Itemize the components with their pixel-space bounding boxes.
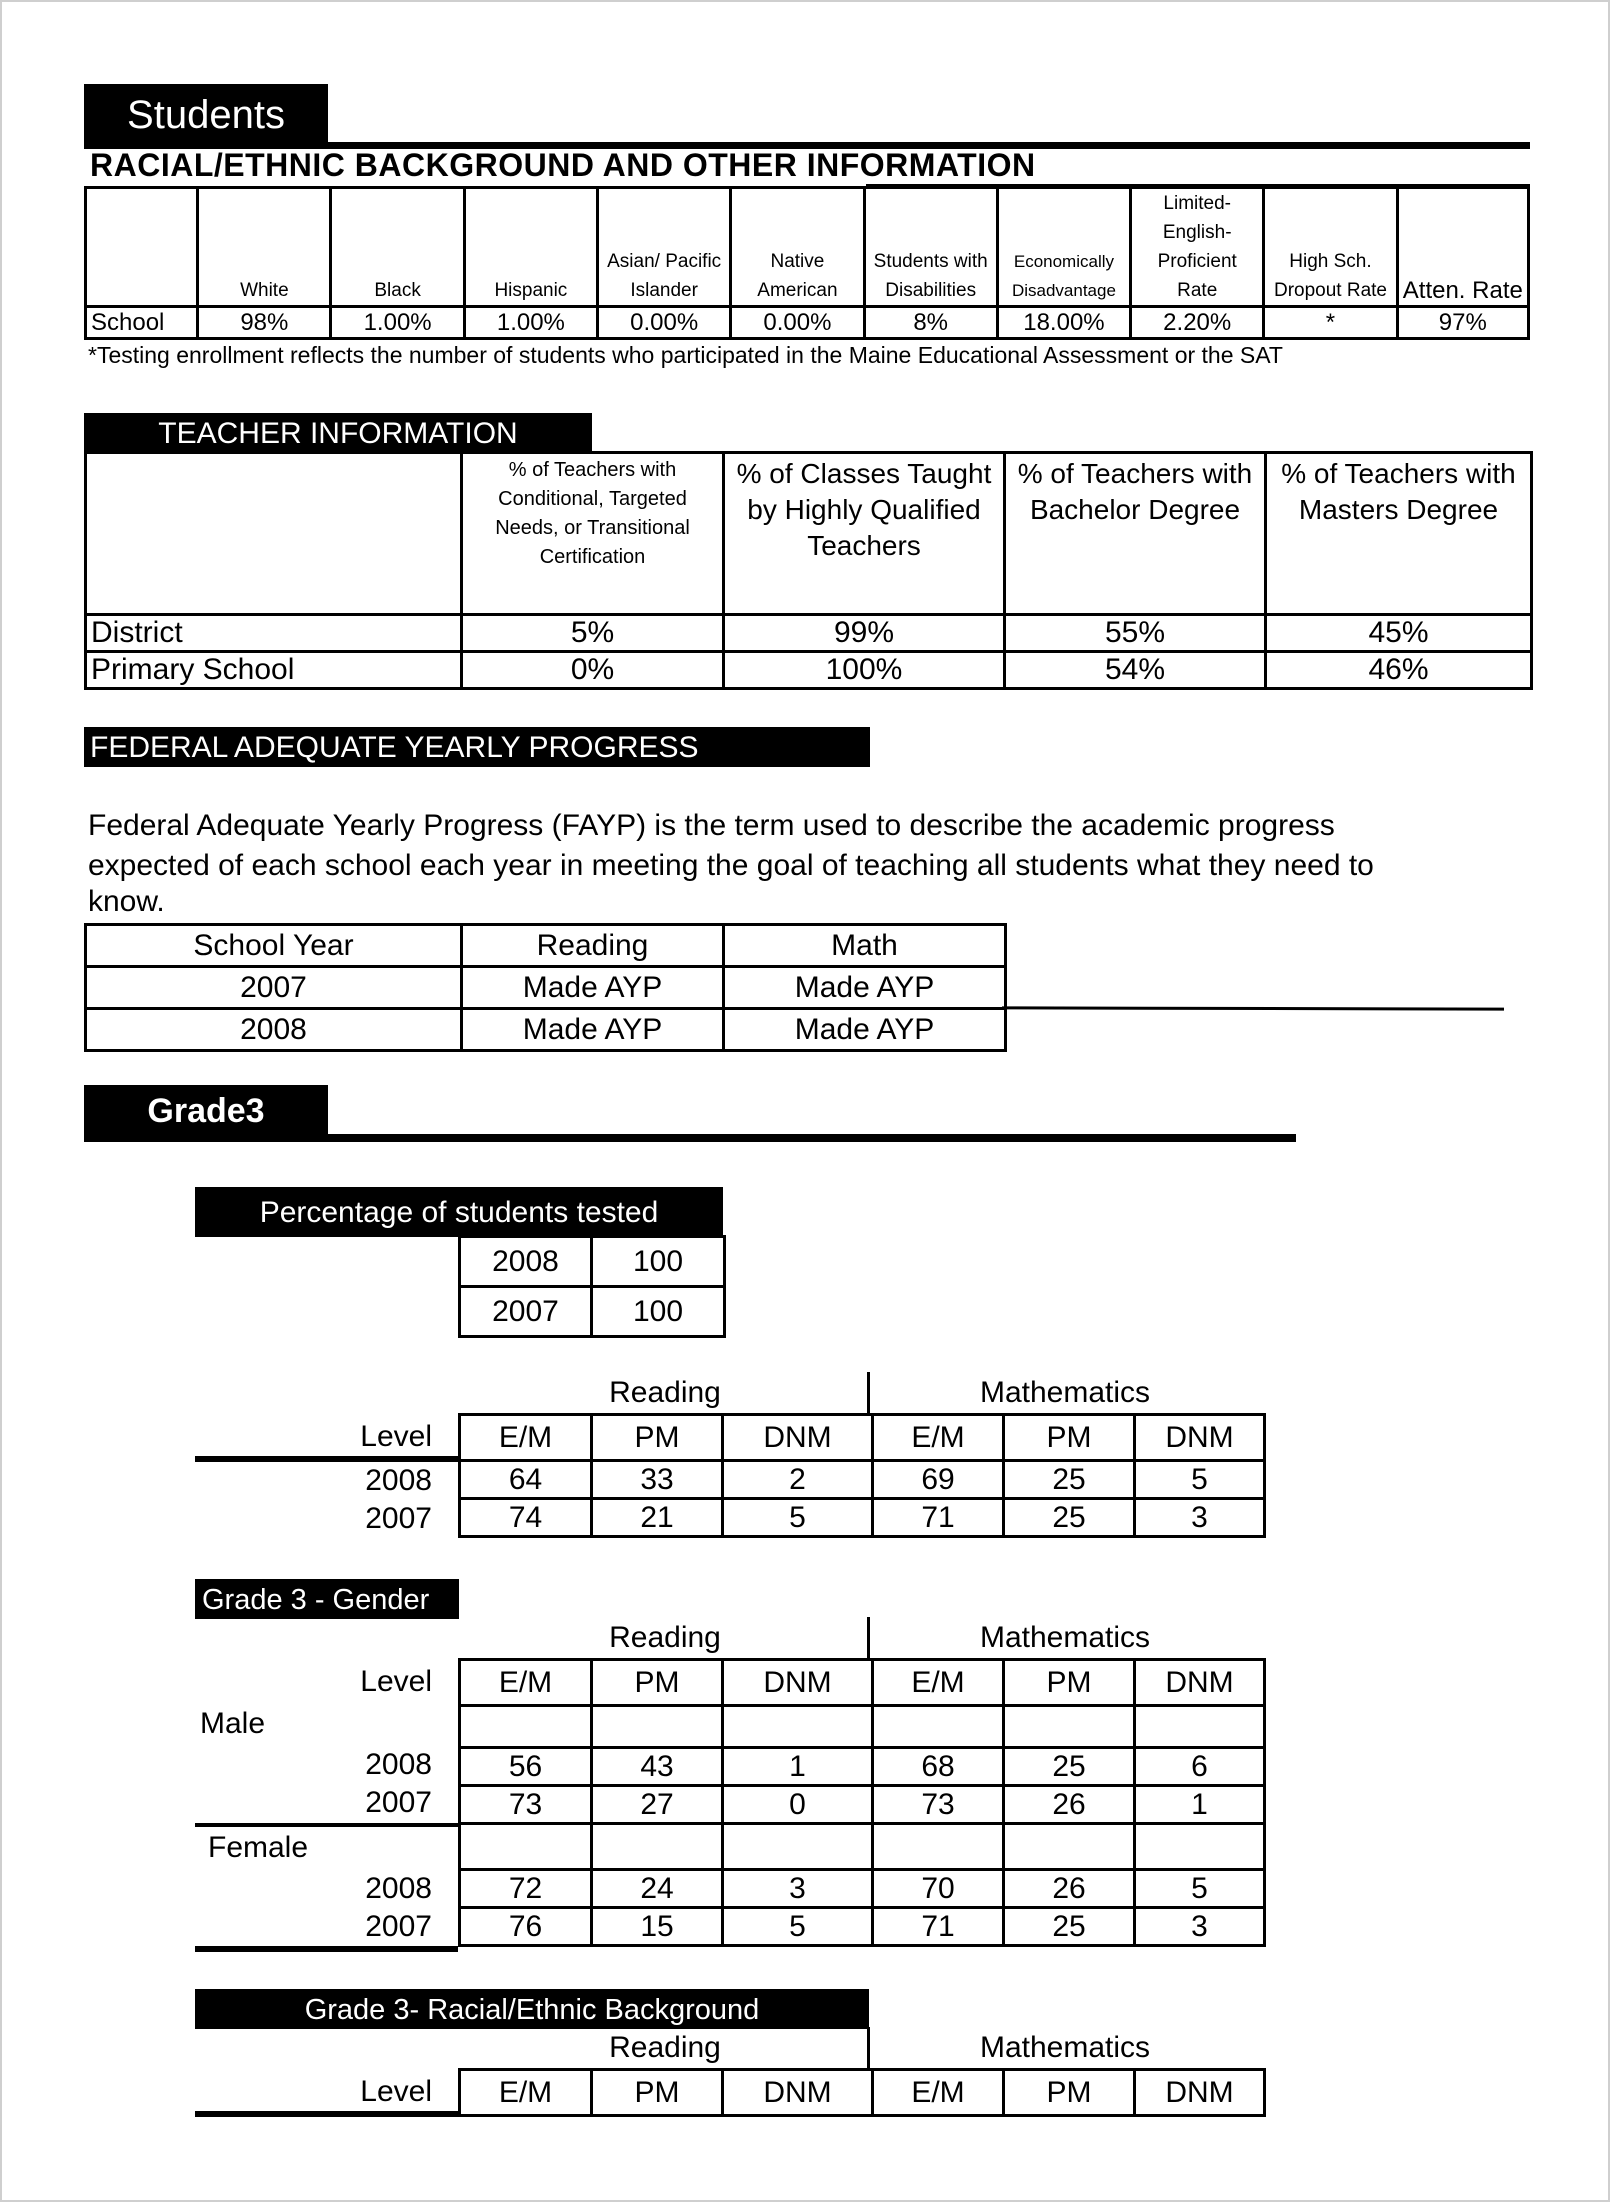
overall-year: 2008	[365, 1464, 432, 1497]
fayp-year: 2007	[86, 967, 462, 1009]
level-pm: PM	[1004, 1660, 1135, 1706]
tested-year: 2007	[460, 1287, 592, 1337]
cell-hispanic: 1.00%	[464, 307, 597, 339]
tested-value: 100	[592, 1287, 725, 1337]
overall-subject-divider	[867, 1372, 870, 1414]
col-bachelor: % of Teachers with Bachelor Degree	[1005, 453, 1266, 615]
gender-year: 2008	[365, 1748, 432, 1781]
level-pm: PM	[1004, 1415, 1135, 1461]
level-dnm: DNM	[723, 2070, 873, 2116]
fayp-description-line: Federal Adequate Yearly Progress (FAYP) is the term used to describe the academic progress	[88, 809, 1335, 842]
table-row	[460, 1287, 725, 1337]
table-row	[460, 1461, 1265, 1499]
value-cell: 24	[592, 1870, 723, 1908]
racial-level-label: Level	[360, 2075, 432, 2108]
value-cell: 43	[592, 1748, 723, 1786]
level-dnm: DNM	[1135, 1415, 1265, 1461]
level-pm: PM	[592, 1415, 723, 1461]
gender-bottom-rule	[195, 1946, 458, 1952]
students-table	[84, 186, 1530, 340]
value-cell: 71	[873, 1499, 1004, 1537]
value-cell: 2	[723, 1461, 873, 1499]
value-cell: 70	[873, 1870, 1004, 1908]
value-cell: 5	[1135, 1461, 1265, 1499]
table-row-spacer	[460, 1824, 1265, 1870]
value-cell: 74	[460, 1499, 592, 1537]
value-cell: 25	[1004, 1461, 1135, 1499]
value-cell: 5	[723, 1908, 873, 1946]
level-dnm: DNM	[723, 1415, 873, 1461]
col-atten: Atten. Rate	[1397, 188, 1528, 307]
col-dropout: High Sch. Dropout Rate	[1264, 188, 1397, 307]
col-masters: % of Teachers with Masters Degree	[1266, 453, 1532, 615]
level-em: E/M	[460, 1660, 592, 1706]
value-cell: 25	[1004, 1499, 1135, 1537]
value-cell: 1	[723, 1748, 873, 1786]
tested-value: 100	[592, 1237, 725, 1287]
value-cell: 21	[592, 1499, 723, 1537]
table-row	[86, 967, 1006, 1009]
value-cell: 26	[1004, 1786, 1135, 1824]
col-hispanic: Hispanic	[464, 188, 597, 307]
fayp-col-year: School Year	[86, 925, 462, 967]
table-row	[460, 1908, 1265, 1946]
teacher-section-tab: TEACHER INFORMATION	[84, 413, 592, 453]
cell-disabilities: 8%	[864, 307, 997, 339]
cell-atten: 97%	[1397, 307, 1528, 339]
col-lep: Limited- English- Proficient Rate	[1131, 188, 1264, 307]
cell-white: 98%	[198, 307, 331, 339]
value-cell: 25	[1004, 1908, 1135, 1946]
table-row	[86, 652, 1532, 689]
gender-year: 2008	[365, 1872, 432, 1905]
district-cert: 5%	[462, 615, 724, 652]
cell-asian: 0.00%	[598, 307, 731, 339]
gender-male-label: Male	[200, 1707, 266, 1740]
value-cell: 71	[873, 1908, 1004, 1946]
table-row	[460, 1786, 1265, 1824]
fayp-col-math: Math	[724, 925, 1006, 967]
level-pm: PM	[1004, 2070, 1135, 2116]
table-row	[460, 1870, 1265, 1908]
fayp-math: Made AYP	[724, 1009, 1006, 1051]
overall-results-table	[458, 1413, 1266, 1538]
value-cell: 27	[592, 1786, 723, 1824]
col-black: Black	[331, 188, 464, 307]
col-native: Native American	[731, 188, 864, 307]
value-cell: 56	[460, 1748, 592, 1786]
value-cell: 15	[592, 1908, 723, 1946]
table-row-spacer	[460, 1706, 1265, 1748]
gender-reading-heading: Reading	[609, 1621, 721, 1654]
value-cell: 0	[723, 1786, 873, 1824]
value-cell: 5	[1135, 1870, 1265, 1908]
level-dnm: DNM	[723, 1660, 873, 1706]
level-em: E/M	[460, 2070, 592, 2116]
overall-year: 2007	[365, 1502, 432, 1535]
students-section-tab: Students	[84, 84, 328, 144]
grade3-section-tab: Grade3	[84, 1085, 328, 1137]
overall-math-heading: Mathematics	[979, 1376, 1151, 1409]
value-cell: 69	[873, 1461, 1004, 1499]
gender-results-table	[458, 1658, 1266, 1947]
students-footnote: *Testing enrollment reflects the number of students who participated in the Maine Educational Assessment or the SAT	[88, 342, 1283, 368]
primary-cert: 0%	[462, 652, 724, 689]
fayp-description-line: expected of each school each year in meeting the goal of teaching all students what they need to	[88, 849, 1374, 882]
gender-year: 2007	[365, 1910, 432, 1943]
gender-level-label: Level	[360, 1665, 432, 1698]
gender-subject-divider	[867, 1617, 870, 1659]
row-label-school: School	[86, 307, 198, 339]
tested-title: Percentage of students tested	[195, 1187, 723, 1237]
racial-math-heading: Mathematics	[979, 2031, 1151, 2064]
primary-masters: 46%	[1266, 652, 1532, 689]
fayp-description-line: know.	[88, 885, 165, 918]
teacher-table	[84, 451, 1533, 690]
value-cell: 68	[873, 1748, 1004, 1786]
row-label-district: District	[86, 615, 462, 652]
gender-section-tab: Grade 3 - Gender	[195, 1579, 459, 1619]
cell-econ: 18.00%	[997, 307, 1130, 339]
gender-female-label: Female	[208, 1831, 309, 1864]
col-highly-qualified: % of Classes Taught by Highly Qualified Teachers	[724, 453, 1005, 615]
primary-bachelor: 54%	[1005, 652, 1266, 689]
tested-year: 2008	[460, 1237, 592, 1287]
racial-reading-heading: Reading	[609, 2031, 721, 2064]
level-pm: PM	[592, 1660, 723, 1706]
table-row	[86, 1009, 1006, 1051]
fayp-col-reading: Reading	[462, 925, 724, 967]
col-econ: Economically Disadvantage	[997, 188, 1130, 307]
district-bachelor: 55%	[1005, 615, 1266, 652]
level-em: E/M	[460, 1415, 592, 1461]
cell-native: 0.00%	[731, 307, 864, 339]
level-pm: PM	[592, 2070, 723, 2116]
value-cell: 33	[592, 1461, 723, 1499]
value-cell: 73	[873, 1786, 1004, 1824]
cell-lep: 2.20%	[1131, 307, 1264, 339]
col-asian: Asian/ Pacific Islander	[598, 188, 731, 307]
value-cell: 73	[460, 1786, 592, 1824]
students-subtitle: RACIAL/ETHNIC BACKGROUND AND OTHER INFORMATION	[90, 147, 1036, 183]
table-row	[86, 615, 1532, 652]
value-cell: 26	[1004, 1870, 1135, 1908]
level-em: E/M	[873, 1660, 1004, 1706]
racial-level-rule	[195, 2111, 458, 2117]
overall-level-label: Level	[360, 1420, 432, 1453]
fayp-reading: Made AYP	[462, 967, 724, 1009]
students-header-blank	[86, 188, 198, 307]
fayp-description	[88, 806, 1374, 918]
teacher-header-blank	[86, 453, 462, 615]
level-dnm: DNM	[1135, 2070, 1265, 2116]
value-cell: 1	[1135, 1786, 1265, 1824]
racial-subject-divider	[867, 2027, 870, 2069]
value-cell: 6	[1135, 1748, 1265, 1786]
cell-black: 1.00%	[331, 307, 464, 339]
table-row	[460, 1499, 1265, 1537]
district-masters: 45%	[1266, 615, 1532, 652]
gender-math-heading: Mathematics	[979, 1621, 1151, 1654]
fayp-year: 2008	[86, 1009, 462, 1051]
gender-year: 2007	[365, 1786, 432, 1819]
value-cell: 3	[1135, 1908, 1265, 1946]
fayp-reading: Made AYP	[462, 1009, 724, 1051]
fayp-math: Made AYP	[724, 967, 1006, 1009]
row-label-primary-school: Primary School	[86, 652, 462, 689]
table-row	[460, 1237, 725, 1287]
gender-female-rule	[195, 1823, 458, 1827]
grade3-title-rule	[84, 1134, 1296, 1142]
fayp-table	[84, 923, 1007, 1052]
level-em: E/M	[873, 1415, 1004, 1461]
col-disabilities: Students with Disabilities	[864, 188, 997, 307]
district-hq: 99%	[724, 615, 1005, 652]
value-cell: 76	[460, 1908, 592, 1946]
level-dnm: DNM	[1135, 1660, 1265, 1706]
value-cell: 25	[1004, 1748, 1135, 1786]
value-cell: 72	[460, 1870, 592, 1908]
value-cell: 3	[723, 1870, 873, 1908]
table-row	[460, 1748, 1265, 1786]
racial-results-table	[458, 2068, 1266, 2117]
racial-section-tab: Grade 3- Racial/Ethnic Background	[195, 1989, 869, 2029]
value-cell: 64	[460, 1461, 592, 1499]
overall-reading-heading: Reading	[609, 1376, 721, 1409]
level-em: E/M	[873, 2070, 1004, 2116]
tested-table	[458, 1235, 726, 1338]
fayp-section-tab: FEDERAL ADEQUATE YEARLY PROGRESS	[84, 727, 870, 767]
cell-dropout: *	[1264, 307, 1397, 339]
value-cell: 3	[1135, 1499, 1265, 1537]
value-cell: 5	[723, 1499, 873, 1537]
primary-hq: 100%	[724, 652, 1005, 689]
col-certification: % of Teachers with Conditional, Targeted Needs, or Transitional Certification	[462, 453, 724, 615]
col-white: White	[198, 188, 331, 307]
